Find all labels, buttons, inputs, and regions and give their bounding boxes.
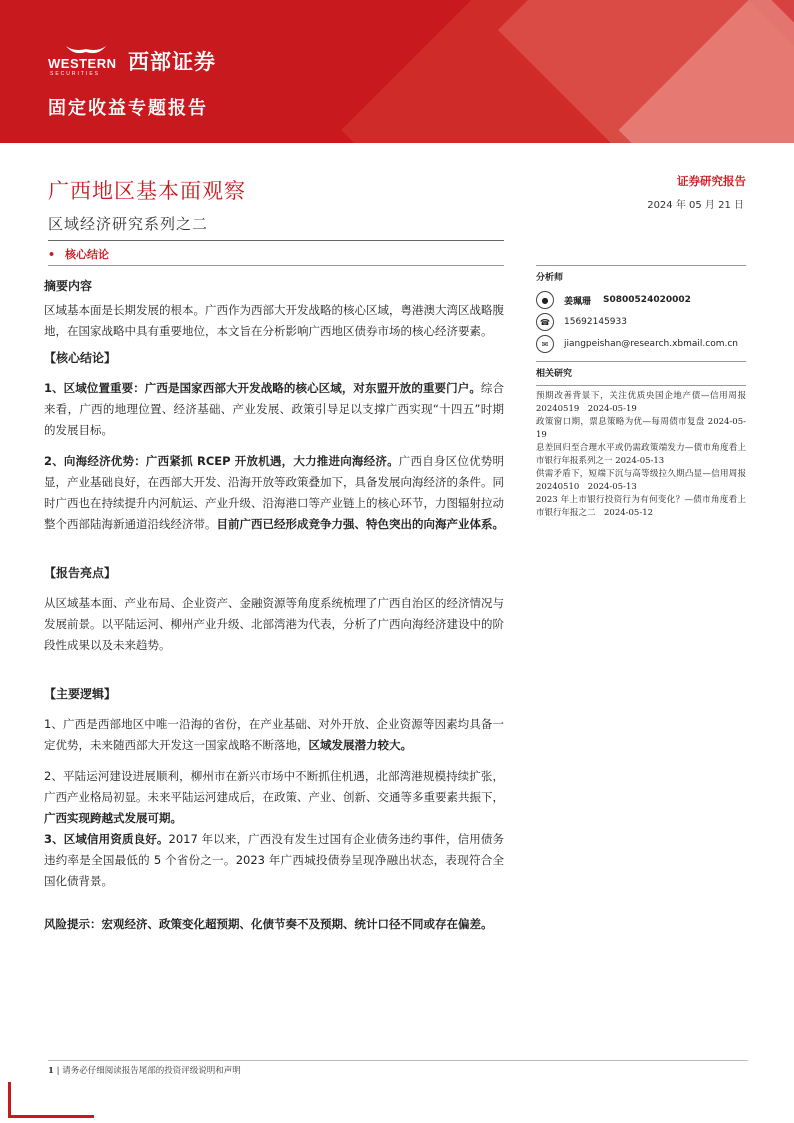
divider: [536, 361, 746, 362]
report-type: 固定收益专题报告: [48, 98, 208, 119]
analyst-phone: 15692145933: [564, 317, 627, 327]
logic-2-bold: 广西实现跨越式发展可期。: [44, 811, 182, 825]
sidebar: [536, 265, 746, 520]
logic-1-text: 1、广西是西部地区中唯一沿海的省份，在产业基础、对外开放、企业资源等因素均具备一定优势，未来随西部大开发这一国家战略不断落地，: [44, 717, 504, 752]
email-icon: ✉: [536, 335, 554, 353]
person-icon: ●: [536, 291, 554, 309]
divider: [536, 385, 746, 386]
bull-horn-icon: [64, 44, 108, 56]
conclusion-2-bold: 2、向海经济优势：广西紧抓 RCEP 开放机遇，大力推进向海经济。: [44, 454, 399, 468]
logic-paragraph-2: [44, 766, 504, 829]
logo-en-sub: SECURITIES: [50, 71, 101, 77]
highlights-heading: 【报告亮点】: [44, 566, 117, 580]
analyst-email[interactable]: jiangpeishan@research.xbmail.com.cn: [564, 339, 739, 349]
report-date: 2024 年 05 月 21 日: [647, 200, 744, 211]
conclusion-1-text: 综合来看，广西的地理位置、经济基础、产业发展、政策引导足以支撑广西实现“十四五”时期的发展目标。: [44, 381, 505, 437]
logic-heading: 【主要逻辑】: [44, 687, 117, 701]
related-item[interactable]: 政策窗口期，票息策略为优—每周债市复盘 2024-05-19: [536, 417, 746, 440]
page-subtitle: 区域经济研究系列之二: [48, 215, 209, 233]
conclusion-2-bold-end: 目前广西已经形成竞争力强、特色突出的向海产业体系。: [216, 517, 504, 531]
company-logo: [48, 44, 216, 78]
page-title: 广西地区基本面观察: [48, 179, 246, 203]
logo-mark: [48, 44, 124, 78]
analyst-id: S0800524020002: [603, 295, 691, 305]
page-number: 1: [48, 1066, 54, 1076]
email-row: [536, 333, 746, 355]
report-category: 证券研究报告: [677, 174, 746, 188]
main-content: [44, 276, 504, 935]
phone-row: [536, 311, 746, 333]
conclusion-paragraph-2: [44, 451, 504, 535]
risk-warning: 风险提示：宏观经济、政策变化超预期、化债节奏不及预期、统计口径不同或存在偏差。: [44, 917, 493, 931]
analyst-label: 分析师: [536, 273, 564, 283]
header-banner: [0, 0, 794, 143]
related-item[interactable]: 息差回归至合理水平或仍需政策端发力—债市角度看上市银行年报系列之一 2024-05-13: [536, 443, 746, 466]
bullet-icon: •: [48, 248, 56, 261]
logic-paragraph-1: [44, 714, 504, 756]
related-item[interactable]: 供需矛盾下，短端下沉与高等级拉久期凸显—信用周报 20240510 2024-05-13: [536, 469, 746, 492]
corner-mark: [8, 1115, 94, 1118]
conclusion-2-text: 广西自身区位优势明显，产业基础良好，在西部大开发、沿海开放等政策叠加下，具备发展向海经济的条件。同时广西也在持续提升内河航运、产业升级、沿海港口等产业链上的核心环节，力图辐射拉动整个西部陆海新通道沿线经济带。: [44, 454, 505, 531]
logic-3-text: 2017 年以来，广西没有发生过国有企业债务违约事件，信用债务违约率是全国最低的 5 个省份之一。2023 年广西城投债券呈现净融出状态，表现符合全国化债背景。: [44, 832, 504, 888]
corner-mark: [8, 1082, 11, 1118]
conclusion-1-bold: 1、区域位置重要：广西是国家西部大开发战略的核心区域，对东盟开放的重要门户。: [44, 381, 481, 395]
logo-cn: 西部证券: [128, 50, 216, 74]
divider: [48, 265, 504, 266]
logic-1-bold: 区域发展潜力较大。: [308, 738, 412, 752]
analyst-name: 姜珮珊: [564, 296, 592, 307]
core-header-label: 核心结论: [65, 248, 110, 261]
conclusion-paragraph-1: [44, 378, 504, 441]
logic-2-text: 2、平陆运河建设进展顺利，柳州市在新兴市场中不断抓住机遇，北部湾港规模持续扩张，广西产业格局初显。未来平陆运河建成后，在政策、产业、创新、交通等多重要素共振下，: [44, 769, 504, 804]
divider: [536, 265, 746, 266]
highlights-text: 从区域基本面、产业布局、企业资产、金融资源等角度系统梳理了广西自治区的经济情况与发展前景。以平陆运河、柳州产业升级、北部湾港为代表，分析了广西向海经济建设中的阶段性成果以及未来趋势。: [44, 596, 504, 652]
footer-disclaimer: 请务必仔细阅读报告尾部的投资评级说明和声明: [62, 1066, 241, 1076]
logic-3-bold: 3、区域信用资质良好。: [44, 832, 169, 846]
core-conclusion-header: [48, 246, 109, 262]
footer-separator: |: [56, 1066, 63, 1076]
divider: [48, 240, 504, 241]
summary-heading: 摘要内容: [44, 279, 93, 293]
analyst-row: [536, 289, 746, 311]
logic-paragraph-3: [44, 829, 504, 892]
related-label: 相关研究: [536, 369, 573, 379]
related-item[interactable]: 2023 年上市银行投资行为有何变化？—债市角度看上市银行年报之二 2024-05-12: [536, 495, 746, 518]
logo-en: WESTERN: [48, 56, 117, 71]
related-item[interactable]: 预期改善背景下，关注优质央国企地产债—信用周报 20240519 2024-05-19: [536, 391, 746, 414]
footer-divider: [48, 1060, 748, 1061]
summary-text: 区域基本面是长期发展的根本。广西作为西部大开发战略的核心区域，粤港澳大湾区战略腹地，在国家战略中具有重要地位，本文旨在分析影响广西地区债券市场的核心经济要素。: [44, 303, 504, 338]
conclusions-heading: 【核心结论】: [44, 351, 117, 365]
page-footer: [48, 1064, 241, 1076]
phone-icon: ☎: [536, 313, 554, 331]
related-research-list: [536, 390, 746, 520]
